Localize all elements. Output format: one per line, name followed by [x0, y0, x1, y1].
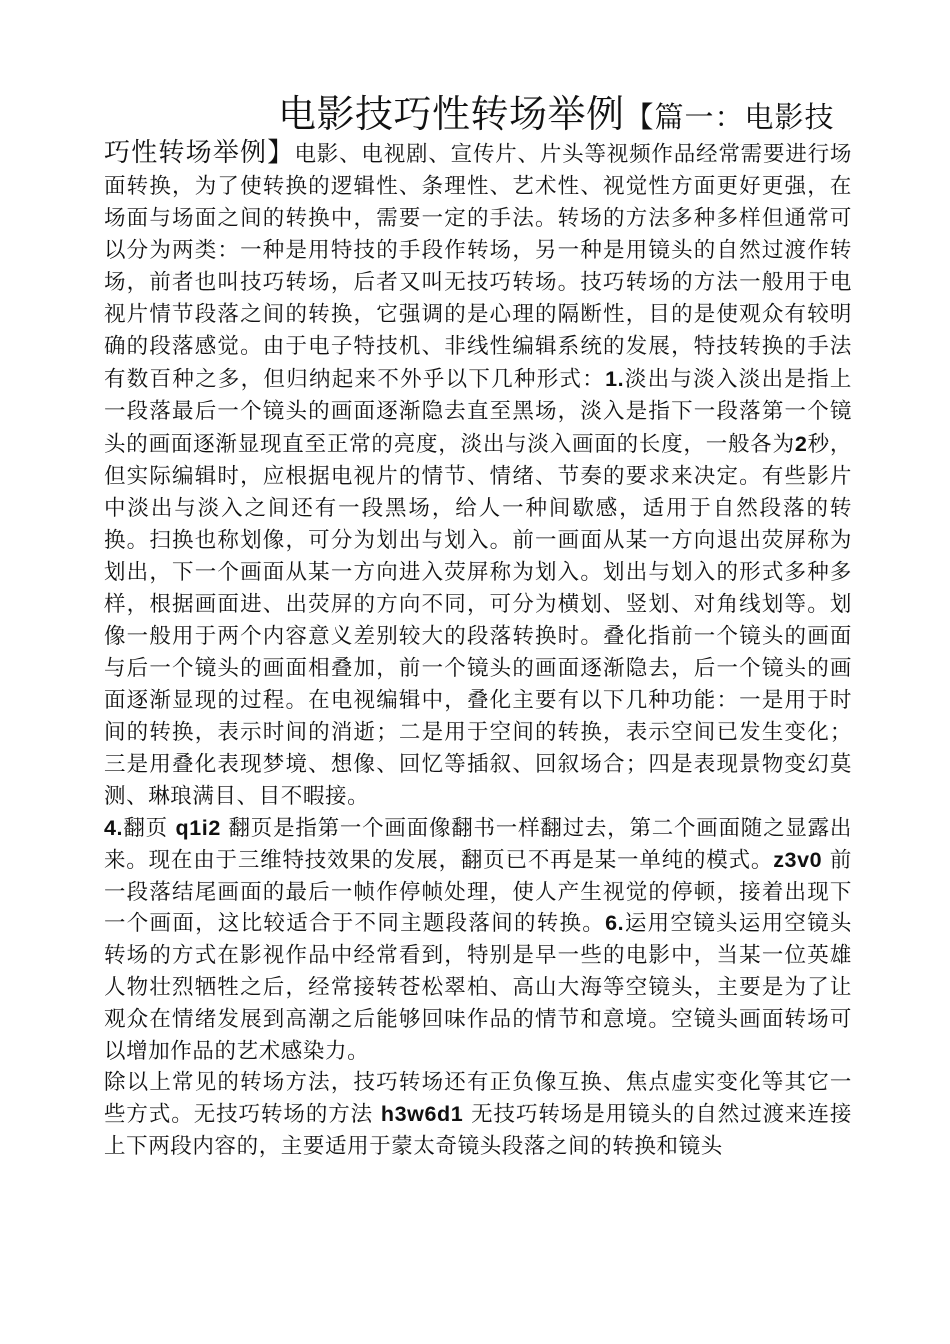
list-number: 1. [605, 367, 625, 391]
paragraph-text: 淡出与淡入淡出是指上一段落最后一个镜头的画面逐渐隐去直至黑场，淡入是指下一段落第一个镜头的画面逐渐显现直至正常的亮度，淡出与淡入画面的长度，一般各为 [104, 367, 852, 457]
paragraph-text: 翻页是指第一个画面像翻书一样翻过去，第二个画面随之显露出来。现在由于三维特技效果的发展，翻页已不再是某一单纯的模式。 [104, 816, 852, 873]
document-body [104, 94, 852, 1163]
paragraph-text: 秒，但实际编辑时，应根据电视片的情节、情绪、节奏的要求来决定。有些影片中淡出与淡入之间还有一段黑场，给人一种间歇感，适用于自然段落的转换。扫换也称划像，可分为划出与划入。前一画面从某一方向退出荧屏称为划出，下一个画面从某一方向进入荧屏称为划入。划出与划入的形式多种多样，根据画面进、出荧屏的方向不同，可分为横划、竖划、对角线划等。划像一般用于两个内容意义差别较大的段落转换时。叠化指前一个镜头的画面与后一个镜头的画面相叠加，前一个镜头的画面逐渐隐去，后一个镜头的画面逐渐显现的过程。在电视编辑中，叠化主要有以下几种功能：一是用于时间的转换，表示时间的消逝；二是用于空间的转换，表示空间已发生变化；三是用叠化表现梦境、想像、回忆等插叙、回叙场合；四是表现景物变幻莫测、琳琅满目、目不暇接。 [104, 432, 852, 809]
paragraph-text: 电影、电视剧、宣传片、片头等视频作品经常需要进行场面转换，为了使转换的逻辑性、条理性、艺术性、视觉性方面更好更强，在场面与场面之间的转换中，需要一定的手法。转场的方法多种多样但通常可以分为两类：一种是用特技的手段作转场，另一种是用镜头的自然过渡作转场，前者也叫技巧转场，后者又叫无技巧转场。技巧转场的方法一般用于电视片情节段落之间的转换，它强调的是心理的隔断性，目的是使观众有较明确的段落感觉。由于电子特技机、非线性编辑系统的发展，特技转换的手法有数百种之多，但归纳起来不外乎以下几种形式： [104, 142, 852, 392]
list-number: 6. [605, 911, 625, 936]
inline-code: z3v0 [773, 847, 823, 872]
paragraph-text: 除以上常见的转场方法，技巧转场还有正负像互换、焦点虚实变化等其它一些方式。无技巧转场的方法 [104, 1070, 852, 1128]
paragraph-text: 无技巧转场是用镜头的自然过渡来连接上下两段内容的，主要适用于蒙太奇镜头段落之间的转换和镜头 [104, 1102, 853, 1159]
paragraph-text: 翻页 [123, 816, 168, 841]
inline-code: h3w6d1 [380, 1102, 464, 1127]
paragraph-page-turn [104, 813, 852, 1067]
paragraph-text: 前一段落结尾画面的最后一帧作停帧处理，使人产生视觉的停顿，接着出现下一个画面，这比较适合于不同主题段落间的转换。 [104, 847, 852, 937]
inline-number: 2 [794, 432, 808, 456]
bracket-heading-end: 巧性转场举例】 [104, 138, 295, 168]
bracket-heading-start: 【篇一：电影技 [624, 100, 835, 134]
document-title: 电影技巧性转场举例 [278, 92, 625, 136]
paragraph-intro [104, 94, 852, 813]
list-number: 4. [104, 816, 124, 840]
paragraph-no-technique [104, 1067, 852, 1162]
paragraph-text: 运用空镜头运用空镜头转场的方式在影视作品中经常看到，特别是早一些的电影中，当某一位英雄人物壮烈牺牲之后，经常接转苍松翠柏、高山大海等空镜头，主要是为了让观众在情绪发展到高潮之后能够回味作品的情节和意境。空镜头画面转场可以增加作品的艺术感染力。 [104, 911, 852, 1064]
inline-code: q1i2 [175, 816, 221, 840]
